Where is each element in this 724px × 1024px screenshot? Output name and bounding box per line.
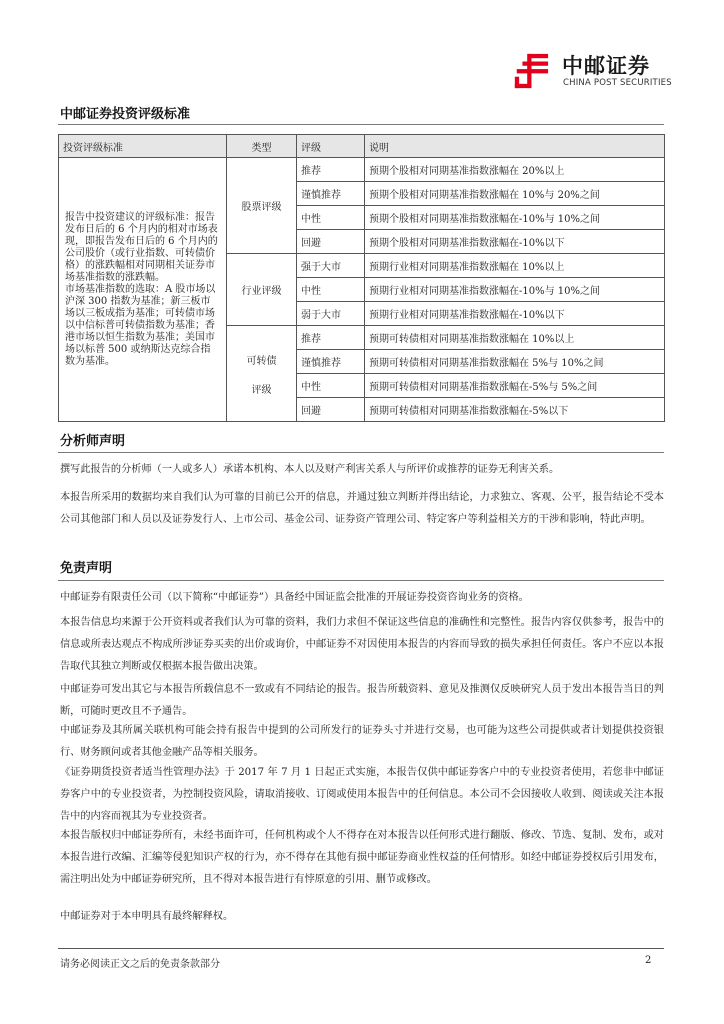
analyst-paragraph: 撰写此报告的分析师（一人或多人）承诺本机构、本人以及财产利害关系人与所评价或推荐的证券无利害关系。 <box>60 464 560 475</box>
company-name-cn: 中邮证券 <box>562 54 650 78</box>
note-cell: 预期个股相对同期基准指数涨幅在 20%以上 <box>365 158 665 182</box>
disclaimer-paragraph: 中邮证券及其所属关联机构可能会持有报告中提到的公司所发行的证券头寸并进行交易，也可能为这些公司提供或者计划提供投资银行、财务顾问或者其他金融产品等相关服务。 <box>60 725 664 758</box>
rating-cell: 中性 <box>297 278 365 302</box>
header-cell-type: 类型 <box>227 135 297 158</box>
note-cell: 预期可转债相对同期基准指数涨幅在 10%以上 <box>365 326 665 350</box>
note-cell: 预期个股相对同期基准指数涨幅在-10%与 10%之间 <box>365 206 665 230</box>
disclaimer-paragraph: 本报告版权归中邮证券所有，未经书面许可，任何机构或个人不得存在对本报告以任何形式进行翻版、修改、节选、复制、发布，或对本报告进行改编、汇编等侵犯知识产权的行为，亦不得存在其他有损中邮证券商业性权益的任何情形。如经中邮证券授权后引用发布，需注明出处为中邮证券研究所，且不得对本报告进行有悖原意的引用、删节或修改。 <box>60 830 664 885</box>
rating-cell: 回避 <box>297 230 365 254</box>
rating-cell: 推荐 <box>297 158 365 182</box>
note-cell: 预期个股相对同期基准指数涨幅在 10%与 20%之间 <box>365 182 665 206</box>
type-cell-stock: 股票评级 <box>227 158 297 254</box>
table-row <box>59 158 665 182</box>
footer-note: 请务必阅读正文之后的免责条款部分 <box>60 959 220 970</box>
company-logo <box>512 48 672 96</box>
header-cell-rating: 评级 <box>297 135 365 158</box>
note-cell: 预期行业相对同期基准指数涨幅在-10%与 10%之间 <box>365 278 665 302</box>
note-cell: 预期个股相对同期基准指数涨幅在-10%以下 <box>365 230 665 254</box>
rating-cell: 推荐 <box>297 326 365 350</box>
analyst-paragraph: 本报告所采用的数据均来自我们认为可靠的目前已公开的信息，并通过独立判断并得出结论，力求独立、客观、公平，报告结论不受本公司其他部门和人员以及证券发行人、上市公司、基金公司、证券资产管理公司、特定客户等利益相关方的干涉和影响，特此声明。 <box>60 492 664 525</box>
header-cell-standard: 投资评级标准 <box>59 135 227 158</box>
note-cell: 预期可转债相对同期基准指数涨幅在-5%以下 <box>365 398 665 422</box>
rating-cell: 回避 <box>297 398 365 422</box>
rating-cell: 谨慎推荐 <box>297 182 365 206</box>
rating-description-line: 报告中投资建议的评级标准：报告发布日后的 6 个月内的相对市场表现，即报告发布日后的 6 个月内的公司股价（或行业指数、可转债价格）的涨跌幅相对同期相关证券市场基准指数的涨跌幅。 <box>65 211 218 283</box>
type-label-line1: 可转债 <box>246 355 277 367</box>
note-cell: 预期可转债相对同期基准指数涨幅在 5%与 10%之间 <box>365 350 665 374</box>
note-cell: 预期行业相对同期基准指数涨幅在 10%以上 <box>365 254 665 278</box>
rating-cell: 强于大市 <box>297 254 365 278</box>
table-header-row <box>59 135 665 158</box>
rating-standard-table <box>58 134 665 422</box>
rating-description-text <box>65 212 220 368</box>
footer-divider <box>58 948 664 949</box>
type-cell-industry: 行业评级 <box>227 254 297 326</box>
section-divider <box>58 452 664 453</box>
disclaimer-paragraph: 中邮证券对于本申明具有最终解释权。 <box>60 911 234 922</box>
page-number: 2 <box>645 955 652 966</box>
disclaimer-section-title: 免责声明 <box>60 561 113 576</box>
rating-section-title: 中邮证券投资评级标准 <box>60 107 191 122</box>
note-cell: 预期可转债相对同期基准指数涨幅在-5%与 5%之间 <box>365 374 665 398</box>
rating-description-cell <box>59 158 227 422</box>
section-divider <box>58 124 664 125</box>
china-post-logo-icon <box>512 52 550 90</box>
rating-cell: 中性 <box>297 206 365 230</box>
disclaimer-paragraph: 中邮证券可发出其它与本报告所载信息不一致或有不同结论的报告。报告所载资料、意见及推测仅反映研究人员于发出本报告当日的判断，可随时更改且不予通告。 <box>60 684 664 717</box>
rating-cell: 中性 <box>297 374 365 398</box>
disclaimer-paragraph: 中邮证券有限责任公司（以下简称“中邮证券”）具备经中国证监会批准的开展证券投资咨询业务的资格。 <box>60 592 529 603</box>
type-label-line2: 评级 <box>251 384 272 396</box>
company-name-en: CHINA POST SECURITIES <box>563 78 672 88</box>
type-cell-convertible <box>227 326 297 422</box>
disclaimer-paragraph: 本报告信息均来源于公开资料或者我们认为可靠的资料，我们力求但不保证这些信息的准确性和完整性。报告内容仅供参考，报告中的信息或所表达观点不构成所涉证券买卖的出价或询价，中邮证券不对因使用本报告的内容而导致的损失承担任何责任。客户不应以本报告取代其独立判断或仅根据本报告做出决策。 <box>60 617 664 672</box>
rating-cell: 谨慎推荐 <box>297 350 365 374</box>
note-cell: 预期行业相对同期基准指数涨幅在-10%以下 <box>365 302 665 326</box>
header-cell-note: 说明 <box>365 135 665 158</box>
rating-cell: 弱于大市 <box>297 302 365 326</box>
section-divider <box>58 580 664 581</box>
disclaimer-paragraph: 《证券期货投资者适当性管理办法》于 2017 年 7 月 1 日起正式实施，本报告仅供中邮证券客户中的专业投资者使用，若您非中邮证券客户中的专业投资者，为控制投资风险，请取消接收、订阅或使用本报告中的任何信息。本公司不会因接收人收到、阅读或关注本报告中的内容而视其为专业投资者。 <box>60 767 664 822</box>
rating-description-line: 市场基准指数的选取：A 股市场以沪深 300 指数为基准；新三板市场以三板成指为基准；可转债市场以中信标普可转债指数为基准；香港市场以恒生指数为基准；美国市场以标普 500 或纳斯达克综合指数为基准。 <box>65 283 216 367</box>
analyst-section-title: 分析师声明 <box>60 434 126 449</box>
